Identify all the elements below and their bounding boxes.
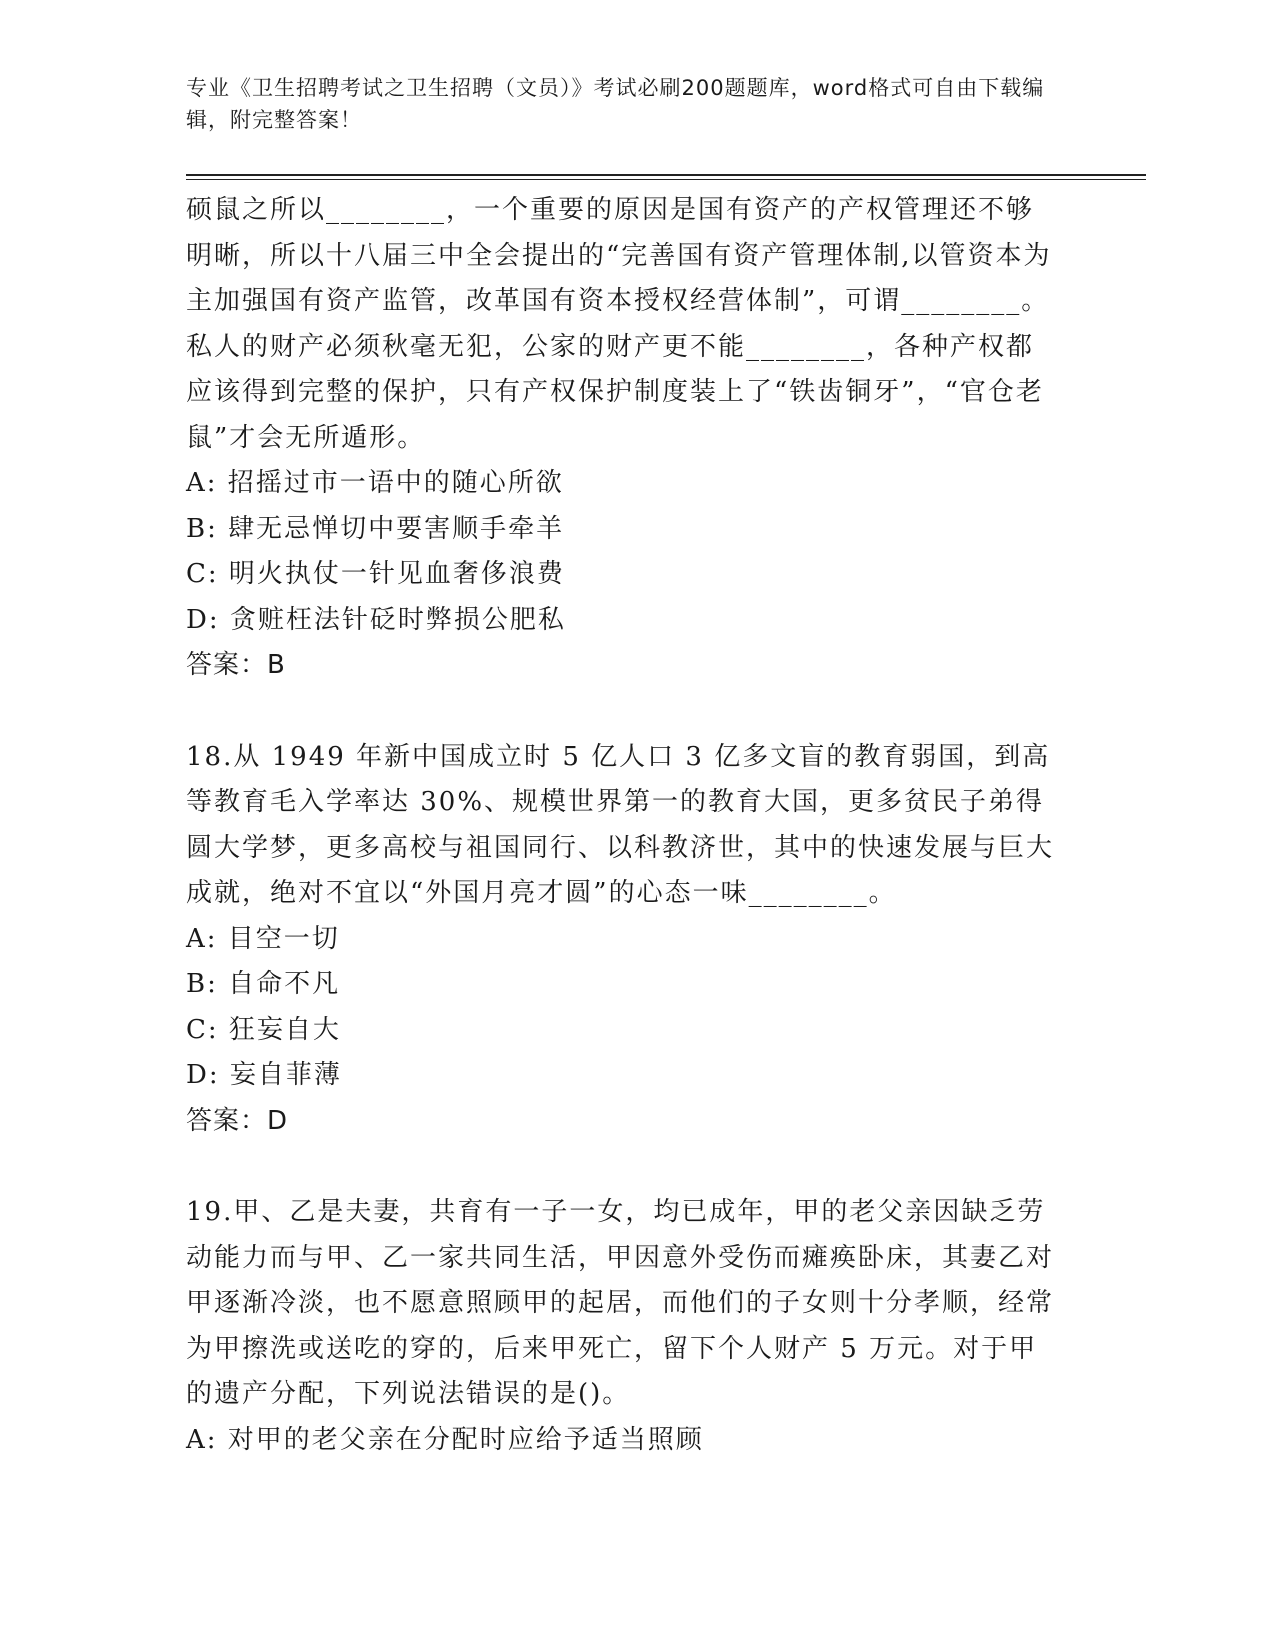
question-number: 18. [186,741,234,772]
option-d: D: 贪赃枉法针砭时弊损公肥私 [186,604,566,635]
question-block [186,1190,1146,1463]
option-b: B: 自命不凡 [186,969,341,999]
option-b: B: 肆无忌惮切中要害顺手牵羊 [186,513,565,544]
answer-line: 答案：D [186,1105,289,1136]
option-c: C: 明火执仗一针见血奢侈浪费 [186,559,565,589]
document-page [186,72,1146,1463]
question-text [186,735,1056,917]
header-divider [186,174,1146,182]
question-stem: 从 1949 年新中国成立时 5 亿人口 3 亿多文盲的教育弱国，到高等教育毛入学率达 30%、规模世界第一的教育大国，更多贫民子弟得圆大学梦，更多高校与祖国同行、以科教济世，其中的快速发展与巨大成就，绝对不宜以“外国月亮才圆”的心态一味________。 [186,741,1055,908]
question-number: 19. [186,1197,234,1227]
questions-content [186,188,1146,1463]
question-stem: 硕鼠之所以________，一个重要的原因是国有资产的产权管理还不够明晰，所以十八届三中全会提出的“完善国有资产管理体制,以管资本为主加强国有资产监管，改革国有资本授权经营体制”，可谓________。私人的财产必须秋毫无犯，公家的财产更不能________，各种产权都应该得到完整的保护，只有产权保护制度装上了“铁齿铜牙”，“官仓老鼠”才会无所遁形。 [186,195,1052,453]
option-c: C: 狂妄自大 [186,1014,341,1045]
question-stem: 甲、乙是夫妻，共育有一子一女，均已成年，甲的老父亲因缺乏劳动能力而与甲、乙一家共同生活，甲因意外受伤而瘫痪卧床，其妻乙对甲逐渐冷淡，也不愿意照顾甲的起居，而他们的子女则十分孝顺，经常为甲擦洗或送吃的穿的，后来甲死亡，留下个人财产 5 万元。对于甲的遗产分配，下列说法错误的是()。 [186,1197,1055,1409]
question-block [186,188,1146,689]
option-a: A: 招摇过市一语中的随心所欲 [186,468,564,498]
document-header-title: 专业《卫生招聘考试之卫生招聘（文员）》考试必刷200题题库，word格式可自由下载编辑，附完整答案！ [186,76,1045,132]
question-text [186,188,1056,461]
question-text [186,1190,1056,1418]
answer-line: 答案：B [186,650,286,680]
option-d: D: 妄自菲薄 [186,1060,342,1090]
option-a: A: 目空一切 [186,923,340,954]
option-a: A: 对甲的老父亲在分配时应给予适当照顾 [186,1424,704,1455]
question-block [186,735,1146,1145]
